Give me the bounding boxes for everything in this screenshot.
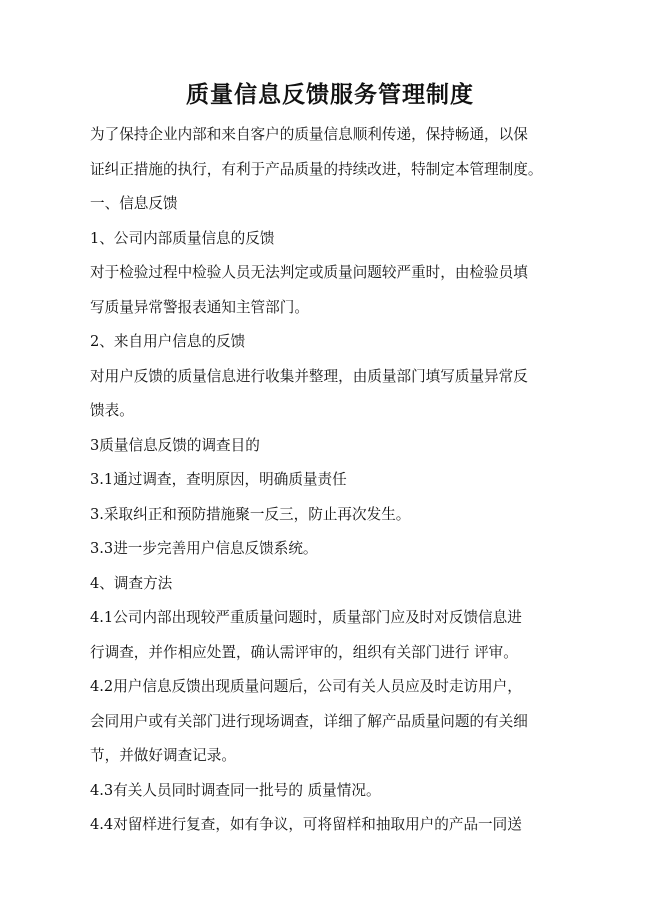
- paragraph-line: 馈表。: [90, 402, 134, 419]
- paragraph-line: 节，并做好调查记录。: [90, 747, 236, 764]
- document-title: 质量信息反馈服务管理制度: [186, 82, 474, 108]
- paragraph-line: 4.3有关人员同时调查同一批号的 质量情况。: [90, 781, 381, 799]
- paragraph-line: 行调查，并作相应处置，确认需评审的，组织有关部门进行 评审。: [90, 643, 518, 661]
- subsection-heading: 3质量信息反馈的调查目的: [90, 436, 260, 454]
- paragraph-line: 4.2用户信息反馈出现质量问题后，公司有关人员应及时走访用户，: [90, 678, 522, 695]
- paragraph-line: 4.4对留样进行复查，如有争议，可将留样和抽取用户的产品一同送: [90, 816, 522, 833]
- section-heading: 4、调查方法: [90, 574, 173, 592]
- paragraph-line: 证纠正措施的执行，有利于产品质量的持续改进，特制定本管理制度。: [90, 160, 543, 178]
- list-item: 3.1通过调查，查明原因，明确质量责任: [90, 471, 347, 488]
- subsection-heading: 2、来自用户信息的反馈: [90, 333, 246, 350]
- paragraph-line: 写质量异常警报表通知主管部门。: [90, 298, 309, 316]
- paragraph-line: 对用户反馈的质量信息进行收集并整理，由质量部门填写质量异常反: [90, 367, 528, 385]
- subsection-heading: 1、公司内部质量信息的反馈: [90, 229, 275, 247]
- list-item: 3.3进一步完善用户信息反馈系统。: [90, 540, 318, 557]
- list-item: 3.采取纠正和预防措施聚一反三，防止再次发生。: [90, 505, 411, 523]
- paragraph-line: 为了保持企业内部和来自客户的质量信息顺利传递，保持畅通，以保: [90, 126, 528, 143]
- section-heading: 一、信息反馈: [90, 195, 178, 212]
- paragraph-line: 会同用户或有关部门进行现场调查，详细了解产品质量问题的有关细: [90, 712, 528, 730]
- paragraph-line: 4.1公司内部出现较严重质量问题时，质量部门应及时对反馈信息进: [90, 609, 522, 626]
- paragraph-line: 对于检验过程中检验人员无法判定或质量问题较严重时，由检验员填: [90, 264, 528, 281]
